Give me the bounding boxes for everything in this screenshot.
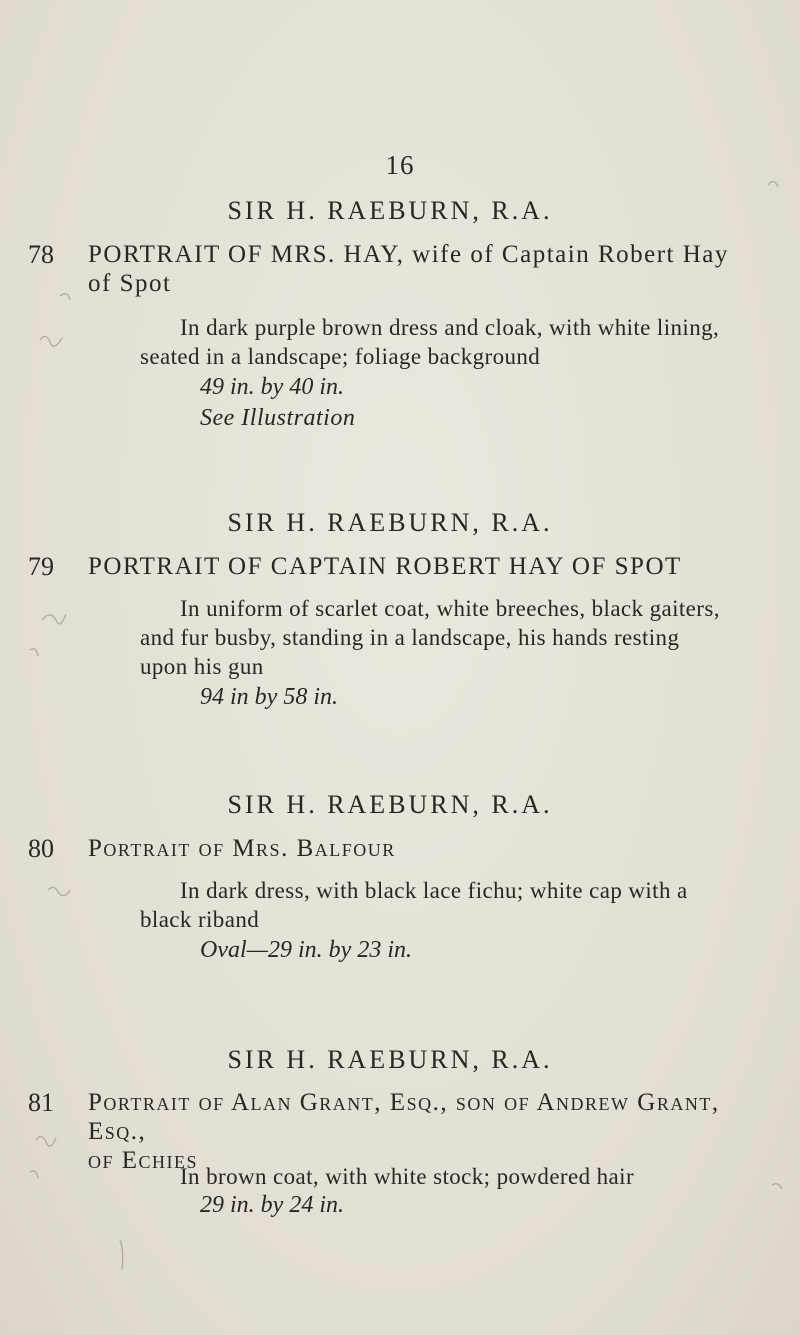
lot-size: 94 in by 58 in. xyxy=(200,684,338,710)
description-line: seated in a landscape; foliage background xyxy=(140,344,541,369)
description-line: In uniform of scarlet coat, white breeches, black gaiters, xyxy=(180,596,720,621)
artist-heading: SIR H. RAEBURN, R.A. xyxy=(227,508,553,537)
lot-title-continuation: of Echies xyxy=(88,1147,199,1174)
lot-title-text: PORTRAIT OF MRS. HAY, wife of Captain Robert Hay xyxy=(88,241,729,268)
artist-heading: SIR H. RAEBURN, R.A. xyxy=(227,196,553,225)
description-line: black riband xyxy=(140,907,260,932)
lot-number: 81 xyxy=(28,1088,54,1117)
description-line: upon his gun xyxy=(140,654,264,679)
description-line: and fur busby, standing in a landscape, his hands resting xyxy=(140,625,680,650)
lot-size: 49 in. by 40 in. xyxy=(200,374,344,400)
artist-heading: SIR H. RAEBURN, R.A. xyxy=(227,790,553,819)
lot-title-text: Portrait of Alan Grant, Esq., son of Andrew Grant, Esq., xyxy=(88,1089,720,1145)
description-line: In dark purple brown dress and cloak, with white lining, xyxy=(180,315,720,340)
lot-number: 79 xyxy=(28,552,54,581)
lot-note: See Illustration xyxy=(200,405,356,431)
description-line: In brown coat, with white stock; powdered hair xyxy=(180,1164,635,1189)
lot-number: 80 xyxy=(28,834,54,863)
description-line: In dark dress, with black lace fichu; white cap with a xyxy=(180,878,688,903)
lot-size: 29 in. by 24 in. xyxy=(200,1192,344,1218)
page-number: 16 xyxy=(385,150,415,180)
lot-size: Oval—29 in. by 23 in. xyxy=(200,937,412,963)
lot-title-continuation: of Spot xyxy=(88,270,172,297)
artist-heading: SIR H. RAEBURN, R.A. xyxy=(227,1045,553,1074)
lot-title-text: Portrait of Mrs. Balfour xyxy=(88,835,396,862)
lot-number: 78 xyxy=(28,240,54,269)
lot-title-text: PORTRAIT OF CAPTAIN ROBERT HAY OF SPOT xyxy=(88,553,682,580)
